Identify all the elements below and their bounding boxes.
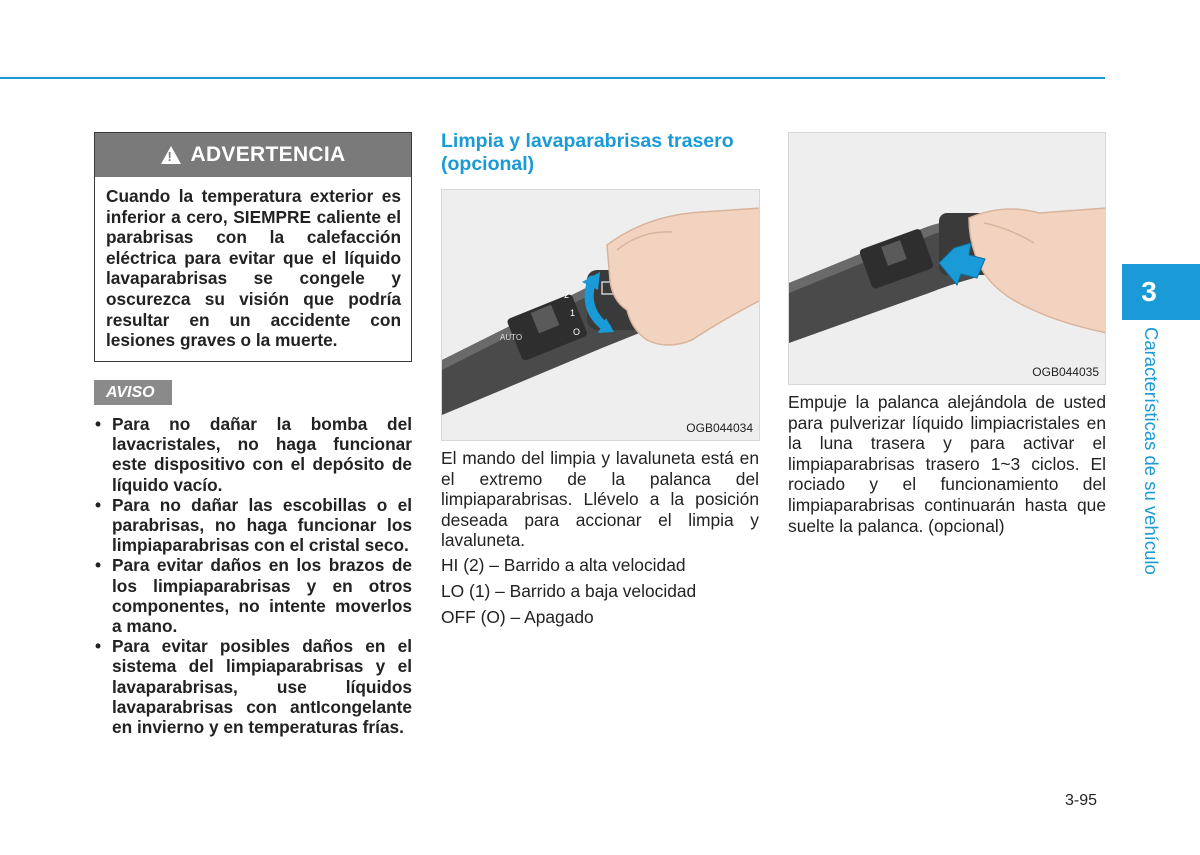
warning-box (94, 132, 412, 362)
description-paragraph: El mando del limpia y lavaluneta está en el extremo de la palanca del limpiaparabrisas. Llévelo a la posición deseada para accionar el limpia y lavaluneta. (441, 448, 759, 551)
chapter-title-vertical (1138, 327, 1162, 589)
lever-label: AUTO (500, 333, 523, 342)
warning-title: ADVERTENCIA (190, 143, 346, 166)
mode-off: OFF (O) – Apagado (441, 607, 594, 627)
section-title: Limpia y lavaparabrisas trasero (opcional) (441, 130, 734, 175)
chapter-title: Características de su vehículo (1141, 327, 1162, 575)
notice-list (94, 414, 412, 737)
warning-text: Cuando la temperatura exterior es inferior a cero, SIEMPRE caliente el parabrisas con la calefacción eléctrica para evitar que el líquido lavaparabrisas se congele y oscurezca su visión que podría resultar en un accidente con lesiones graves o la muerte. (106, 186, 401, 351)
notice-label: AVISO (94, 380, 172, 405)
figure-code: OGB044034 (686, 421, 753, 435)
lever-label: 1 (570, 308, 576, 318)
notice-item: • Para evitar daños en los brazos de los limpiaparabrisas y en otros componentes, no intente moverlos a mano. (94, 555, 412, 636)
warning-triangle-icon (161, 146, 181, 164)
notice-item: • Para evitar posibles daños en el sistema del limpiaparabrisas y el lavaparabrisas, use líquidos lavaparabrisas con antIcongelante en invierno y en temperaturas frías. (94, 636, 412, 737)
page-number: 3-95 (1065, 792, 1098, 809)
rear-wiper-lever-figure (441, 189, 760, 441)
mode-lo: LO (1) – Barrido a baja velocidad (441, 581, 697, 601)
notice-item: • Para no dañar las escobillas o el parabrisas, no haga funcionar los limpiaparabrisas con el cristal seco. (94, 495, 412, 556)
lever-label: O (573, 327, 581, 337)
chapter-number-tab: 3 (1122, 264, 1200, 320)
lever-label: 2 (564, 290, 570, 300)
push-description-paragraph: Empuje la palanca alejándola de usted para pulverizar líquido limpiacristales en la luna trasera y para activar el limpiaparabrisas trasero 1~3 ciclos. El rociado y el funcionamiento del limpiaparabrisas continuarán hasta que suelte la palanca. (opcional) (788, 392, 1106, 536)
mode-hi: HI (2) – Barrido a alta velocidad (441, 555, 686, 575)
top-rule (0, 77, 1105, 79)
rear-washer-lever-figure (788, 132, 1106, 385)
figure-code: OGB044035 (1032, 365, 1099, 379)
wiper-lever-push-illustration (789, 133, 1106, 385)
warning-header (95, 133, 411, 177)
notice-item: • Para no dañar la bomba del lavacristales, no haga funcionar este dispositivo con el depósito de líquido vacío. (94, 414, 412, 495)
wiper-lever-rotate-illustration (442, 190, 760, 441)
